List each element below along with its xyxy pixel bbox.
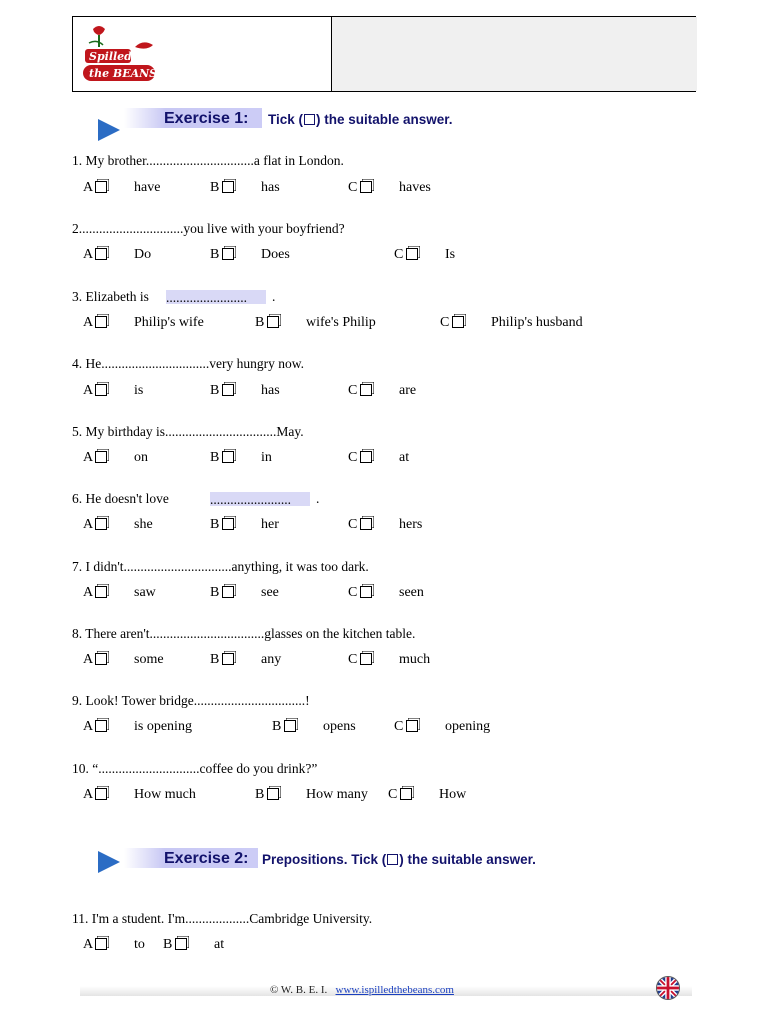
- option-text: to: [134, 937, 145, 952]
- question-11-text: 11. I'm a student. I'm...................Cambridge University.: [72, 911, 373, 926]
- option-letter: A: [83, 585, 94, 600]
- answer-checkbox[interactable]: [95, 248, 107, 260]
- option-text: are: [399, 383, 417, 398]
- spilled-the-beans-logo: [79, 21, 171, 87]
- header-info-panel: [331, 17, 697, 91]
- answer-checkbox[interactable]: [267, 788, 279, 800]
- answer-checkbox[interactable]: [222, 451, 234, 463]
- option-letter: B: [210, 247, 220, 262]
- option-text: opening: [445, 719, 491, 734]
- answer-checkbox[interactable]: [175, 938, 187, 950]
- question-end: .: [272, 289, 276, 304]
- question-end: .: [316, 491, 320, 506]
- answer-checkbox[interactable]: [95, 720, 107, 732]
- option-letter: C: [348, 652, 358, 667]
- svg-text:the BEANS: the BEANS: [89, 67, 158, 80]
- option-text: on: [134, 450, 148, 465]
- exercise2-title: Exercise 2:: [164, 850, 249, 867]
- option-text: have: [134, 180, 161, 195]
- option-letter: A: [83, 937, 94, 952]
- option-text: is opening: [134, 719, 192, 734]
- question-stem: 3. Elizabeth is: [72, 289, 149, 304]
- option-text: opens: [323, 719, 356, 734]
- option-text: at: [399, 450, 410, 465]
- answer-checkbox[interactable]: [406, 720, 418, 732]
- option-text: hers: [399, 517, 423, 532]
- option-letter: C: [394, 247, 404, 262]
- answer-checkbox[interactable]: [222, 653, 234, 665]
- option-letter: C: [394, 719, 404, 734]
- option-letter: C: [348, 585, 358, 600]
- answer-checkbox[interactable]: [222, 518, 234, 530]
- option-text: haves: [399, 180, 431, 195]
- question-6-text: [72, 491, 169, 507]
- option-text: Philip's wife: [134, 315, 204, 330]
- question-5-text: 5. My birthday is.................................May.: [72, 424, 304, 439]
- answer-checkbox[interactable]: [222, 248, 234, 260]
- option-text: is: [134, 383, 144, 398]
- option-letter: A: [83, 247, 94, 262]
- question-2-text: 2...............................you live with your boyfriend?: [72, 221, 345, 236]
- footer-copyright: © W. B. E. I.: [270, 984, 328, 996]
- option-letter: A: [83, 787, 94, 802]
- option-letter: C: [440, 315, 450, 330]
- exercise1-instruction-start: Tick (: [268, 112, 304, 127]
- option-text: her: [261, 517, 279, 532]
- footer-url-link[interactable]: www.ispilledthebeans.com: [335, 984, 454, 996]
- option-text: Is: [445, 247, 456, 262]
- option-text: How many: [306, 787, 368, 802]
- question-4-text: 4. He................................very hungry now.: [72, 356, 304, 371]
- exercise1-instruction: [268, 112, 453, 127]
- question-1-text: 1. My brother................................a flat in London.: [72, 153, 344, 168]
- answer-checkbox[interactable]: [360, 181, 372, 193]
- option-text: she: [134, 517, 153, 532]
- exercise1-title: Exercise 1:: [164, 110, 249, 127]
- answer-checkbox[interactable]: [400, 788, 412, 800]
- answer-checkbox[interactable]: [95, 518, 107, 530]
- answer-checkbox[interactable]: [95, 316, 107, 328]
- option-text: Do: [134, 247, 152, 262]
- option-text: Philip's husband: [491, 315, 583, 330]
- answer-checkbox[interactable]: [95, 384, 107, 396]
- option-text: in: [261, 450, 272, 465]
- answer-checkbox[interactable]: [222, 586, 234, 598]
- answer-checkbox[interactable]: [267, 316, 279, 328]
- option-letter: B: [210, 180, 220, 195]
- option-letter: A: [83, 180, 94, 195]
- option-text: seen: [399, 585, 424, 600]
- exercise2-instruction-start: Prepositions. Tick (: [262, 852, 387, 867]
- answer-blank: ........................: [210, 492, 310, 506]
- option-text: some: [134, 652, 164, 667]
- option-text: Does: [261, 247, 290, 262]
- answer-checkbox[interactable]: [406, 248, 418, 260]
- exercise1-instruction-end: ) the suitable answer.: [316, 112, 453, 127]
- exercise2-instruction: [262, 852, 536, 867]
- option-text: much: [399, 652, 431, 667]
- option-letter: B: [272, 719, 282, 734]
- answer-checkbox[interactable]: [360, 451, 372, 463]
- option-letter: A: [83, 719, 94, 734]
- option-letter: C: [348, 450, 358, 465]
- answer-blank: ........................: [166, 290, 266, 304]
- answer-checkbox[interactable]: [95, 586, 107, 598]
- option-letter: C: [348, 517, 358, 532]
- option-letter: A: [83, 652, 94, 667]
- option-text: at: [214, 937, 225, 952]
- question-7-text: 7. I didn't................................anything, it was too dark.: [72, 559, 369, 574]
- exercise1-arrow-icon: [98, 119, 120, 141]
- uk-flag-icon: [656, 976, 680, 1000]
- answer-checkbox[interactable]: [360, 586, 372, 598]
- option-letter: C: [388, 787, 398, 802]
- tick-box-icon: [387, 854, 398, 865]
- header-box: [72, 16, 696, 92]
- option-letter: B: [210, 450, 220, 465]
- answer-checkbox[interactable]: [360, 384, 372, 396]
- option-text: any: [261, 652, 282, 667]
- question-9-text: 9. Look! Tower bridge.................................!: [72, 693, 310, 708]
- footer-text: [270, 984, 454, 996]
- answer-checkbox[interactable]: [222, 384, 234, 396]
- option-text: saw: [134, 585, 156, 600]
- question-3-text: [72, 289, 149, 305]
- option-letter: B: [210, 383, 220, 398]
- exercise2-instruction-end: ) the suitable answer.: [399, 852, 536, 867]
- question-10-text: 10. “..............................coffee do you drink?”: [72, 761, 318, 776]
- option-text: see: [261, 585, 279, 600]
- answer-checkbox[interactable]: [360, 653, 372, 665]
- answer-checkbox[interactable]: [222, 181, 234, 193]
- answer-checkbox[interactable]: [95, 451, 107, 463]
- option-text: has: [261, 383, 280, 398]
- option-letter: B: [255, 787, 265, 802]
- option-letter: B: [210, 517, 220, 532]
- question-stem: 6. He doesn't love: [72, 491, 169, 506]
- answer-checkbox[interactable]: [360, 518, 372, 530]
- option-letter: C: [348, 180, 358, 195]
- answer-checkbox[interactable]: [452, 316, 464, 328]
- svg-text:Spilled: Spilled: [89, 50, 132, 63]
- option-text: wife's Philip: [306, 315, 376, 330]
- answer-checkbox[interactable]: [95, 653, 107, 665]
- option-letter: B: [210, 652, 220, 667]
- option-letter: A: [83, 315, 94, 330]
- option-letter: B: [210, 585, 220, 600]
- option-text: has: [261, 180, 280, 195]
- answer-checkbox[interactable]: [95, 938, 107, 950]
- answer-checkbox[interactable]: [95, 788, 107, 800]
- option-letter: B: [163, 937, 173, 952]
- answer-checkbox[interactable]: [284, 720, 296, 732]
- option-letter: B: [255, 315, 265, 330]
- answer-checkbox[interactable]: [95, 181, 107, 193]
- exercise2-arrow-icon: [98, 851, 120, 873]
- option-text: How: [439, 787, 467, 802]
- option-letter: A: [83, 517, 94, 532]
- option-text: How much: [134, 787, 196, 802]
- option-letter: A: [83, 383, 94, 398]
- option-letter: C: [348, 383, 358, 398]
- tick-box-icon: [304, 114, 315, 125]
- option-letter: A: [83, 450, 94, 465]
- question-8-text: 8. There aren't..................................glasses on the kitchen table.: [72, 626, 416, 641]
